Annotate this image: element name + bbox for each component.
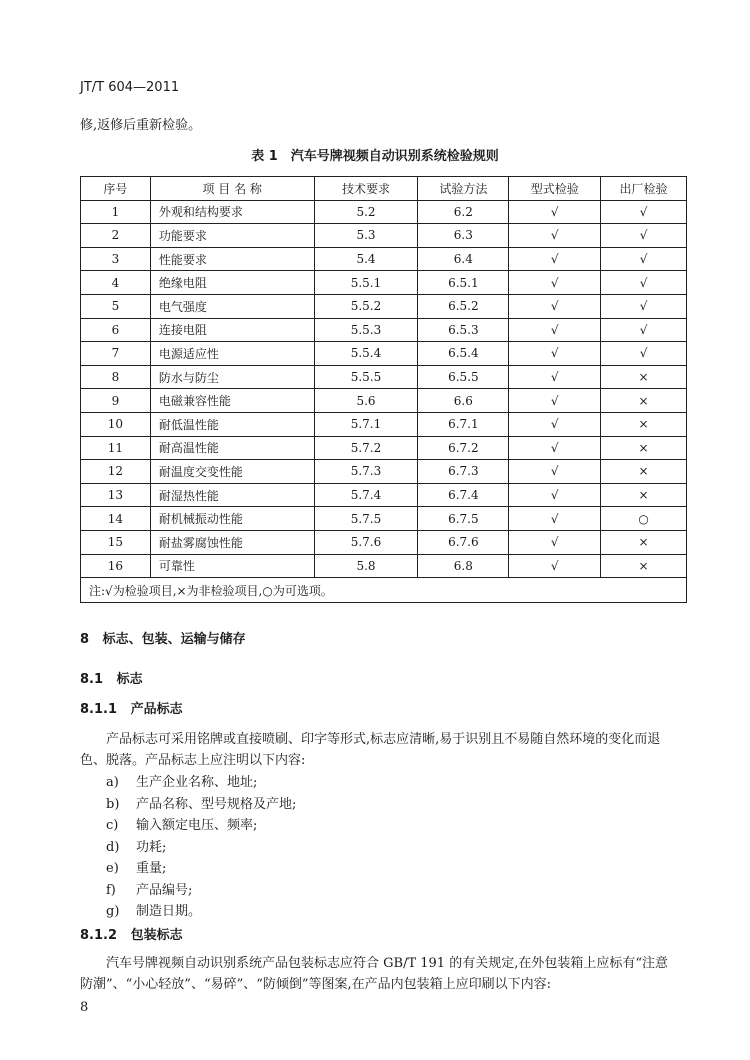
cell-requirement: 5.7.1 bbox=[314, 412, 418, 436]
cell-type-test: √ bbox=[509, 507, 601, 531]
cell-factory-test: √ bbox=[601, 318, 687, 342]
list-text: 制造日期。 bbox=[136, 904, 202, 919]
cell-factory-test: √ bbox=[601, 247, 687, 271]
table-row bbox=[81, 507, 687, 531]
cell-method: 6.7.2 bbox=[418, 436, 509, 460]
cell-method: 6.6 bbox=[418, 389, 509, 413]
table-note: 注:√为检验项目,×为非检验项目,○为可选项。 bbox=[81, 578, 687, 603]
header-cell-requirement: 技术要求 bbox=[314, 177, 418, 201]
cell-method: 6.5.2 bbox=[418, 294, 509, 318]
cell-item: 外观和结构要求 bbox=[150, 200, 314, 224]
cell-index: 8 bbox=[81, 365, 151, 389]
cell-index: 12 bbox=[81, 460, 151, 484]
cell-method: 6.5.3 bbox=[418, 318, 509, 342]
table-header-row bbox=[81, 177, 687, 201]
cell-item: 耐温度交变性能 bbox=[150, 460, 314, 484]
header-cell-method: 试验方法 bbox=[418, 177, 509, 201]
cell-type-test: √ bbox=[509, 294, 601, 318]
section-8-1-heading bbox=[80, 668, 143, 687]
cell-item: 电源适应性 bbox=[150, 342, 314, 366]
cell-method: 6.2 bbox=[418, 200, 509, 224]
list-text: 重量; bbox=[136, 861, 167, 876]
cell-requirement: 5.8 bbox=[314, 554, 418, 578]
section-8-1-1-number: 8.1.1 bbox=[80, 702, 118, 717]
cell-type-test: √ bbox=[509, 483, 601, 507]
list-item bbox=[106, 880, 296, 902]
table-row bbox=[81, 224, 687, 248]
table-row bbox=[81, 271, 687, 295]
cell-requirement: 5.2 bbox=[314, 200, 418, 224]
cell-factory-test: √ bbox=[601, 271, 687, 295]
cell-requirement: 5.5.4 bbox=[314, 342, 418, 366]
inspection-rules-table bbox=[80, 176, 687, 603]
cell-requirement: 5.7.5 bbox=[314, 507, 418, 531]
paragraph-8-1-2-line-2: 防潮”、“小心轻放”、“易碎”、“防倾倒”等图案,在产品内包装箱上应印刷以下内容: bbox=[80, 977, 552, 992]
page-number: 8 bbox=[80, 1000, 89, 1015]
cell-type-test: √ bbox=[509, 530, 601, 554]
label-content-list bbox=[106, 772, 296, 923]
cell-item: 连接电阻 bbox=[150, 318, 314, 342]
cell-index: 1 bbox=[81, 200, 151, 224]
cell-factory-test: × bbox=[601, 460, 687, 484]
list-text: 输入额定电压、频率; bbox=[136, 818, 258, 833]
cell-item: 耐低温性能 bbox=[150, 412, 314, 436]
cell-requirement: 5.6 bbox=[314, 389, 418, 413]
table-row bbox=[81, 294, 687, 318]
paragraph-8-1-1-line-1: 产品标志可采用铭牌或直接喷刷、印字等形式,标志应清晰,易于识别且不易随自然环境的变化而退 bbox=[106, 732, 661, 747]
cell-type-test: √ bbox=[509, 247, 601, 271]
cell-factory-test: √ bbox=[601, 294, 687, 318]
cell-index: 7 bbox=[81, 342, 151, 366]
cell-index: 16 bbox=[81, 554, 151, 578]
table-row bbox=[81, 483, 687, 507]
cell-item: 绝缘电阻 bbox=[150, 271, 314, 295]
cell-type-test: √ bbox=[509, 200, 601, 224]
cell-method: 6.7.5 bbox=[418, 507, 509, 531]
table-row bbox=[81, 342, 687, 366]
cell-item: 功能要求 bbox=[150, 224, 314, 248]
cell-method: 6.5.4 bbox=[418, 342, 509, 366]
list-item bbox=[106, 815, 296, 837]
cell-type-test: √ bbox=[509, 271, 601, 295]
table-row bbox=[81, 412, 687, 436]
cell-type-test: √ bbox=[509, 436, 601, 460]
cell-item: 耐机械振动性能 bbox=[150, 507, 314, 531]
cell-requirement: 5.7.3 bbox=[314, 460, 418, 484]
cell-factory-test: √ bbox=[601, 224, 687, 248]
list-marker: d) bbox=[106, 839, 120, 855]
table-row bbox=[81, 460, 687, 484]
paragraph-8-1-2-line-1: 汽车号牌视频自动识别系统产品包装标志应符合 GB/T 191 的有关规定,在外包装箱上应标有“注意 bbox=[106, 956, 668, 971]
cell-item: 耐盐雾腐蚀性能 bbox=[150, 530, 314, 554]
cell-index: 14 bbox=[81, 507, 151, 531]
header-cell-type-test: 型式检验 bbox=[509, 177, 601, 201]
cell-index: 9 bbox=[81, 389, 151, 413]
cell-type-test: √ bbox=[509, 554, 601, 578]
list-text: 生产企业名称、地址; bbox=[136, 775, 258, 790]
table-row bbox=[81, 389, 687, 413]
cell-type-test: √ bbox=[509, 224, 601, 248]
cell-item: 可靠性 bbox=[150, 554, 314, 578]
cell-requirement: 5.7.6 bbox=[314, 530, 418, 554]
document-header: JT/T 604—2011 bbox=[80, 80, 180, 95]
list-item bbox=[106, 901, 296, 923]
table-caption: 表 1 汽车号牌视频自动识别系统检验规则 bbox=[251, 149, 499, 164]
cell-requirement: 5.7.2 bbox=[314, 436, 418, 460]
section-8-1-2-title: 包装标志 bbox=[130, 928, 183, 943]
section-8-number: 8 bbox=[80, 632, 90, 647]
cell-index: 10 bbox=[81, 412, 151, 436]
cell-index: 5 bbox=[81, 294, 151, 318]
table-row bbox=[81, 247, 687, 271]
section-8-1-2-heading bbox=[80, 924, 183, 943]
cell-item: 防水与防尘 bbox=[150, 365, 314, 389]
cell-type-test: √ bbox=[509, 389, 601, 413]
cell-requirement: 5.7.4 bbox=[314, 483, 418, 507]
cell-method: 6.7.3 bbox=[418, 460, 509, 484]
cell-method: 6.4 bbox=[418, 247, 509, 271]
list-item bbox=[106, 858, 296, 880]
cell-factory-test: √ bbox=[601, 342, 687, 366]
list-marker: e) bbox=[106, 861, 119, 876]
cell-method: 6.3 bbox=[418, 224, 509, 248]
cell-index: 15 bbox=[81, 530, 151, 554]
table-note-row bbox=[81, 578, 687, 603]
table-row bbox=[81, 530, 687, 554]
list-marker: f) bbox=[106, 882, 116, 898]
cell-index: 6 bbox=[81, 318, 151, 342]
cell-index: 13 bbox=[81, 483, 151, 507]
cell-method: 6.7.6 bbox=[418, 530, 509, 554]
cell-item: 性能要求 bbox=[150, 247, 314, 271]
section-8-1-1-title: 产品标志 bbox=[130, 702, 183, 717]
table-row bbox=[81, 200, 687, 224]
cell-item: 耐湿热性能 bbox=[150, 483, 314, 507]
table-row bbox=[81, 365, 687, 389]
list-text: 功耗; bbox=[136, 839, 167, 855]
cell-index: 2 bbox=[81, 224, 151, 248]
list-item bbox=[106, 837, 296, 859]
cell-method: 6.7.1 bbox=[418, 412, 509, 436]
header-cell-index: 序号 bbox=[81, 177, 151, 201]
cell-index: 3 bbox=[81, 247, 151, 271]
continued-text: 修,返修后重新检验。 bbox=[80, 118, 202, 133]
cell-factory-test: × bbox=[601, 483, 687, 507]
list-item bbox=[106, 794, 296, 816]
list-item bbox=[106, 772, 296, 794]
cell-type-test: √ bbox=[509, 412, 601, 436]
section-8-heading bbox=[80, 628, 246, 647]
cell-factory-test: × bbox=[601, 554, 687, 578]
cell-factory-test: × bbox=[601, 436, 687, 460]
cell-requirement: 5.5.5 bbox=[314, 365, 418, 389]
cell-factory-test: × bbox=[601, 389, 687, 413]
cell-item: 电磁兼容性能 bbox=[150, 389, 314, 413]
list-marker: a) bbox=[106, 775, 119, 790]
header-cell-item: 项 目 名 称 bbox=[150, 177, 314, 201]
cell-requirement: 5.4 bbox=[314, 247, 418, 271]
list-text: 产品编号; bbox=[136, 882, 193, 898]
paragraph-8-1-1-line-2: 色、脱落。产品标志上应注明以下内容: bbox=[80, 753, 306, 768]
cell-method: 6.7.4 bbox=[418, 483, 509, 507]
table-row bbox=[81, 318, 687, 342]
cell-factory-test: × bbox=[601, 365, 687, 389]
cell-factory-test: × bbox=[601, 412, 687, 436]
cell-method: 6.8 bbox=[418, 554, 509, 578]
section-8-1-number: 8.1 bbox=[80, 672, 104, 687]
cell-type-test: √ bbox=[509, 460, 601, 484]
list-marker: b) bbox=[106, 796, 120, 812]
header-cell-factory-test: 出厂检验 bbox=[601, 177, 687, 201]
cell-index: 11 bbox=[81, 436, 151, 460]
cell-type-test: √ bbox=[509, 342, 601, 366]
cell-factory-test: × bbox=[601, 530, 687, 554]
cell-index: 4 bbox=[81, 271, 151, 295]
cell-item: 耐高温性能 bbox=[150, 436, 314, 460]
cell-item: 电气强度 bbox=[150, 294, 314, 318]
section-8-1-title: 标志 bbox=[116, 672, 143, 687]
section-8-title: 标志、包装、运输与储存 bbox=[102, 632, 246, 647]
cell-requirement: 5.5.2 bbox=[314, 294, 418, 318]
cell-requirement: 5.3 bbox=[314, 224, 418, 248]
section-8-1-2-number: 8.1.2 bbox=[80, 928, 118, 943]
cell-factory-test: √ bbox=[601, 200, 687, 224]
section-8-1-1-heading bbox=[80, 698, 183, 717]
table-row bbox=[81, 436, 687, 460]
cell-requirement: 5.5.3 bbox=[314, 318, 418, 342]
list-marker: c) bbox=[106, 818, 119, 833]
cell-method: 6.5.1 bbox=[418, 271, 509, 295]
cell-type-test: √ bbox=[509, 365, 601, 389]
cell-method: 6.5.5 bbox=[418, 365, 509, 389]
cell-factory-test: ○ bbox=[601, 507, 687, 531]
table-row bbox=[81, 554, 687, 578]
cell-type-test: √ bbox=[509, 318, 601, 342]
cell-requirement: 5.5.1 bbox=[314, 271, 418, 295]
list-text: 产品名称、型号规格及产地; bbox=[136, 796, 297, 812]
list-marker: g) bbox=[106, 904, 120, 919]
